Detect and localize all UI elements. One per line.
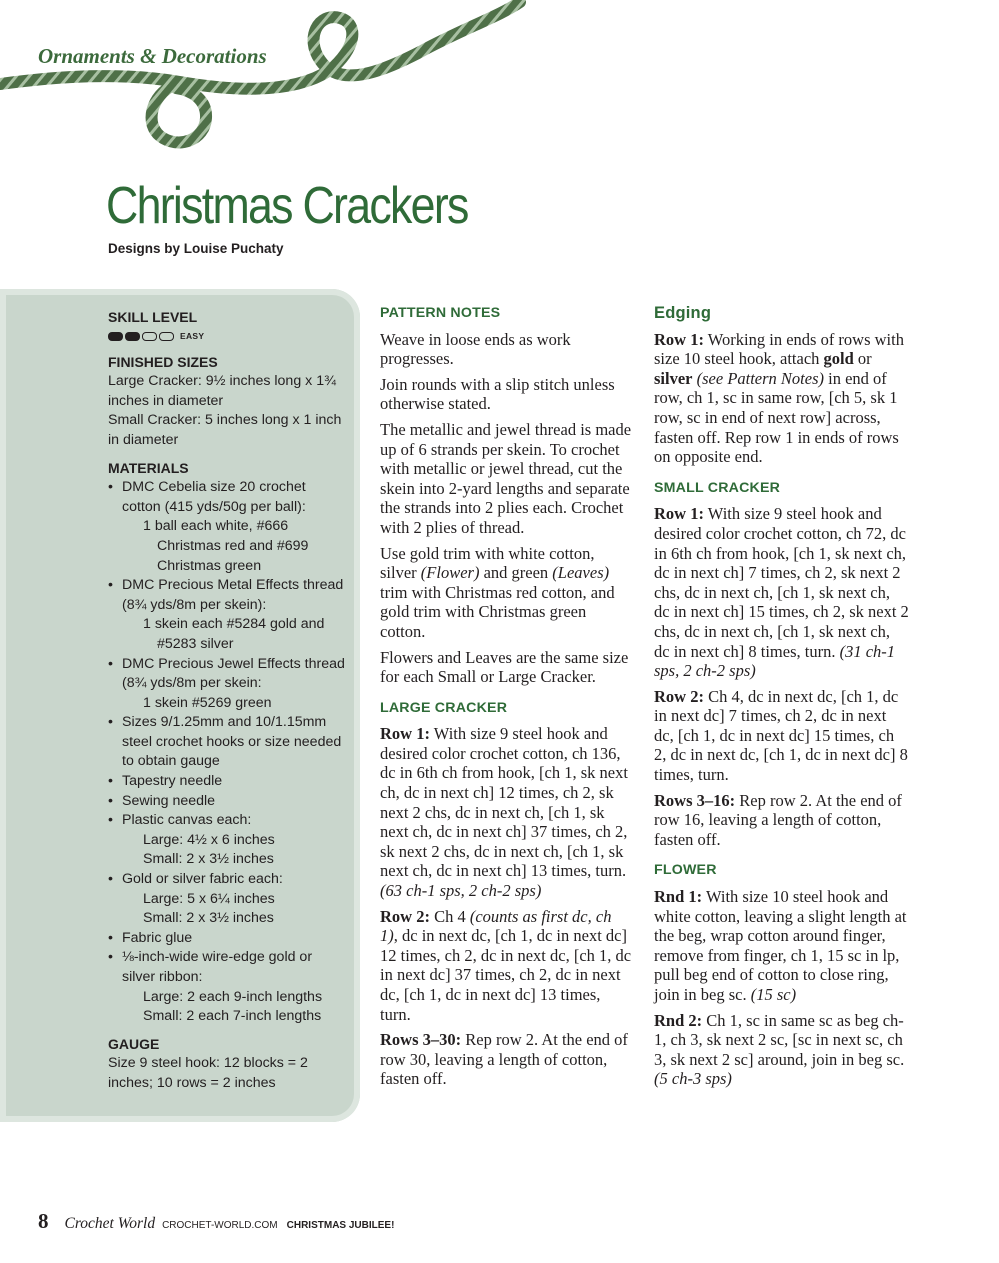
skill-block-empty [159,332,174,341]
skill-block-empty [142,332,157,341]
list-subitem: Small: 2 x 3½ inches [143,910,274,927]
list-subitem: 1 skein #5269 green [143,694,272,711]
magazine-name: Crochet World [64,1215,156,1232]
note-paragraph: Weave in loose ends as work progresses. [380,329,571,369]
list-item: • Plastic canvas each: Large: 4½ x 6 inches Small: 2 x 3½ inches [108,811,348,870]
column-right [654,304,909,1095]
edging-heading: Edging [654,304,712,322]
instruction-row: Rnd 2: Ch 1, sc in same sc as beg ch-1, ch 3, sk next 2 sc, [sc in next sc, ch 3, sk next 2 sc] around, join in beg sc. (5 ch-3 sps) [654,1010,905,1089]
byline: Designs by Louise Puchaty [108,241,284,256]
list-item: • DMC Cebelia size 20 crochet cotton (415 yds/50g per ball): 1 ball each white, #666 Christmas red and #699 Christmas green [108,478,348,576]
instruction-row: Row 2: Ch 4 (counts as first dc, ch 1), dc in next dc, [ch 1, dc in next dc] 12 times, ch 2, dc in next dc, [ch 1, dc in next dc] 37 times, ch 2, dc in next dc, [ch 1, dc in next dc] 13 times, turn. [380,906,632,1024]
gauge-heading: GAUGE [108,1035,160,1052]
note-paragraph: Flowers and Leaves are the same size for each Small or Large Cracker. [380,647,629,687]
page-title: Christmas Crackers [106,177,468,235]
sidebar [108,308,348,1094]
instruction-row: Row 1: With size 9 steel hook and desired color crochet cotton, ch 72, dc in 6th ch from hook, [ch 1, sk next ch, dc in next ch] 7 times, ch 2, sk next 2 chs, dc in next ch, [ch 1, sk next ch, dc in next ch] 15 times, ch 2, sk next 2 chs, dc in next ch, [ch 1, sk next ch, dc in next ch] 8 times, turn. (31 ch-1 sps, 2 ch-2 sps) [654,504,909,681]
large-cracker-heading: LARGE CRACKER [380,699,508,716]
instruction-row: Row 1: Working in ends of rows with size 10 steel hook, attach gold or silver (see Pattern Notes) in end of row, ch 1, sc in same row, [ch 5, sk 1 row, sc in end of next row] across, fasten off. Rep row 1 in ends of rows on opposite end. [654,329,904,467]
list-subitem: Large: 4½ x 6 inches [143,831,275,848]
list-item: • Tapestry needle [108,772,348,792]
sizes-heading: FINISHED SIZES [108,353,218,370]
rope-decoration [0,0,560,160]
page-number: 8 [38,1209,49,1233]
website-text: CROCHET-WORLD.COM [162,1220,278,1231]
list-item: • Fabric glue [108,929,348,949]
skill-heading: SKILL LEVEL [108,309,198,325]
list-item: • DMC Precious Jewel Effects thread (8¾ yds/8m per skein: 1 skein #5269 green [108,655,348,714]
section-label: Ornaments & Decorations [38,44,267,68]
instruction-row: Rows 3–30: Rep row 2. At the end of row 30, leaving a length of cotton, fasten off. [380,1030,628,1089]
skill-level-indicator [108,329,348,345]
list-subitem: Small: 2 x 3½ inches [143,851,274,868]
materials-heading: MATERIALS [108,459,189,476]
column-middle [380,304,632,1095]
list-subitem: 1 skein each #5284 gold and #5283 silver [143,616,325,652]
flower-heading: FLOWER [654,862,717,879]
list-subitem: 1 ball each white, #666 Christmas red and #699 Christmas green [143,518,309,574]
small-cracker-heading: SMALL CRACKER [654,479,781,496]
pattern-notes-heading: PATTERN NOTES [380,305,501,321]
list-item: • DMC Precious Metal Effects thread (8¾ yds/8m per skein): 1 skein each #5284 gold and #5283 silver [108,576,348,654]
skill-block-filled [108,332,123,341]
size-small: Small Cracker: 5 inches long x 1 inch in diameter [108,412,342,448]
instruction-row: Rnd 1: With size 10 steel hook and white cotton, leaving a slight length at the beg, wrap cotton around finger, remove from finger, ch 1, 15 sc in lp, pull beg end of cotton to close ring, join in beg sc. (15 sc) [654,887,907,1004]
list-item: • Sizes 9/1.25mm and 10/1.15mm steel crochet hooks or size needed to obtain gauge [108,713,348,772]
instruction-row: Row 1: With size 9 steel hook and desired color crochet cotton, ch 136, dc in 6th ch from hook, [ch 1, sk next ch, dc in next ch] 12 times, ch 2, sk next 2 chs, dc in next ch, [ch 1, sk next ch, dc in next ch] 37 times, ch 2, sk next 2 chs, dc in next ch, [ch 1, sk next ch, dc in next ch] 13 times, turn. (63 ch-1 sps, 2 ch-2 sps) [380,724,628,901]
note-paragraph: The metallic and jewel thread is made up of 6 strands per skein. To crochet with metallic or jewel thread, cut the skein into 2-yard lengths and separate the strands into 2 plies each. Crochet with 2 plies of thread. [380,419,632,537]
list-item: • ⅛-inch-wide wire-edge gold or silver ribbon: Large: 2 each 9-inch lengths Small: 2 each 7-inch lengths [108,948,348,1026]
footer [38,1209,394,1234]
issue-name: CHRISTMAS JUBILEE! [286,1220,395,1231]
list-item: • Sewing needle [108,792,348,812]
list-subitem: Large: 5 x 6¼ inches [143,890,275,907]
instruction-row: Row 2: Ch 4, dc in next dc, [ch 1, dc in next dc] 7 times, ch 2, dc in next dc, [ch 1, dc in next dc] 15 times, ch 2, dc in next dc, [ch 1, dc in next dc] 8 times, turn. [654,686,908,785]
note-paragraph: Use gold trim with white cotton, silver (Flower) and green (Leaves) trim with Christmas red cotton, and gold trim with Christmas green cotton. [380,543,615,641]
list-item: • Gold or silver fabric each: Large: 5 x 6¼ inches Small: 2 x 3½ inches [108,870,348,929]
list-subitem: Large: 2 each 9-inch lengths [143,988,323,1005]
list-subitem: Small: 2 each 7-inch lengths [143,1008,322,1025]
skill-level-text: EASY [180,330,205,341]
materials-list [108,478,348,1027]
size-large: Large Cracker: 9½ inches long x 1¾ inches in diameter [108,373,336,409]
skill-block-filled [125,332,140,341]
gauge-text: Size 9 steel hook: 12 blocks = 2 inches; 10 rows = 2 inches [108,1055,308,1091]
instruction-row: Rows 3–16: Rep row 2. At the end of row 16, leaving a length of cotton, fasten off. [654,790,902,849]
note-paragraph: Join rounds with a slip stitch unless otherwise stated. [380,374,615,414]
